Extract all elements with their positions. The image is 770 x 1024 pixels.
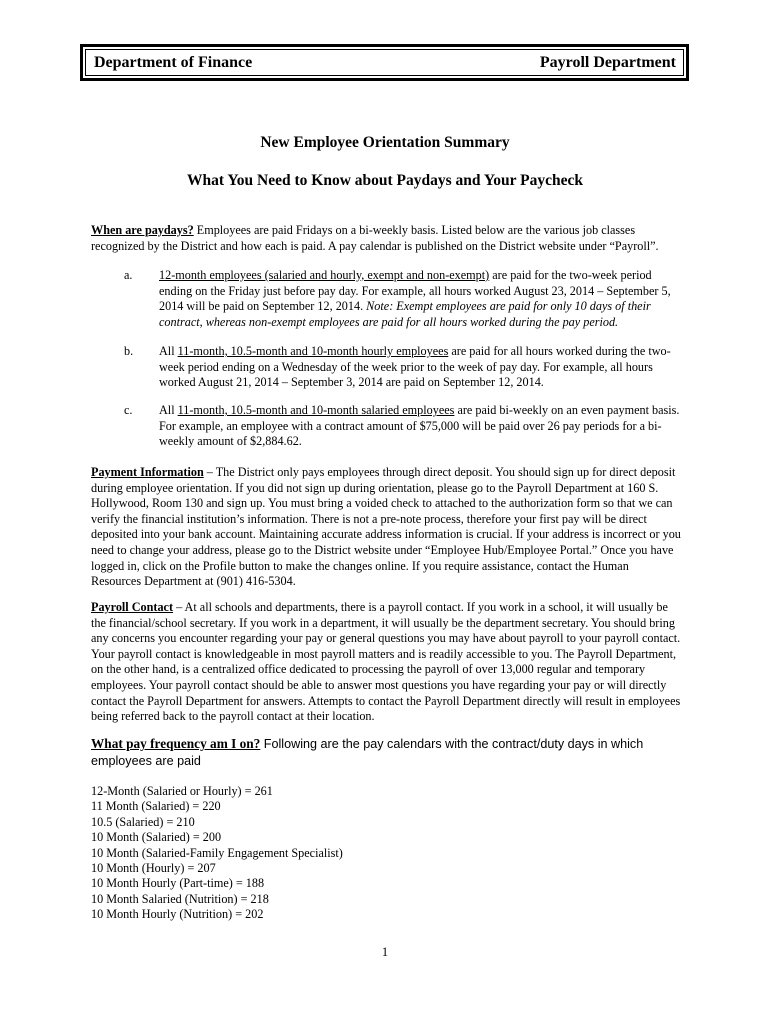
payroll-contact-text: – At all schools and departments, there is a payroll contact. If you work in a school, it will usually be the financial/school secretary. If you work in a department, it will usually be the department secretary. You should bring any concerns you encounter regarding your pay or general questions you may have about payroll to your payroll contact. Your payroll contact is knowledgeable in most payroll matters and is readily accessible to you. The Payroll Department, on the other hand, is a centralized office dedicated to processing the payroll of over 13,000 regular and temporary employees. Your payroll contact should be able to answer most questions you have regarding your pay or will directly contact the Payroll Department for answers. Attempts to contact the Payroll Department directly will result in employees being referred back to the payroll contact at their location. — [91, 600, 681, 724]
paydays-text: Employees are paid Fridays on a bi-weekly basis. Listed below are the various job classes recognized by the District and how each is paid. A pay calendar is published on the District website under “Payroll”. — [91, 223, 659, 253]
list-item-text: are paid for the two-week period ending on the Friday just before pay day. For example, all hours worked August 23, 2014 – September 5, 2014 will be paid on September 12, 2014. — [159, 268, 671, 314]
list-item: 10 Month (Salaried-Family Engagement Specialist) — [91, 845, 343, 860]
document-header-inner — [85, 49, 684, 76]
pay-frequency-heading: What pay frequency am I on? — [91, 736, 261, 751]
list-item-letter: c. — [124, 403, 133, 417]
header-payroll-department: Payroll Department — [539, 53, 676, 71]
list-item-letter: a. — [124, 268, 133, 282]
list-item: 10 Month (Salaried) = 200 — [91, 830, 222, 845]
list-item-underlined: 11-month, 10.5-month and 10-month salaried employees — [177, 403, 455, 417]
list-item-body — [159, 403, 684, 450]
paydays-heading: When are paydays? — [91, 223, 194, 237]
list-item-body — [159, 268, 684, 330]
list-item — [124, 403, 684, 450]
pay-frequency-list — [91, 784, 343, 923]
list-item-underlined: 11-month, 10.5-month and 10-month hourly employees — [177, 344, 449, 358]
list-item: 10.5 (Salaried) = 210 — [91, 814, 195, 829]
payment-information-text: – The District only pays employees through direct deposit. You should sign up for direct deposit during employee orientation. If you did not sign up during orientation, please go to the Payroll Department at 160 S. Hollywood, Room 130 and sign up. You must bring a voided check to attached to the authorization form so that we can verify the financial institution’s information. There is not a pre-note process, therefore your first pay will be direct deposited into your bank account. Maintaining accurate address information is crucial. If your address is incorrect or you need to change your address, please go to the District website under “Employee Hub/Employee Portal.” Once you have logged in, click on the Profile button to make the changes online. If you require assistance, contact the Human Resources Department at (901) 416-5304. — [91, 465, 681, 589]
list-item-underlined: 12-month employees (salaried and hourly, exempt and non-exempt) — [159, 268, 490, 282]
payroll-contact-heading: Payroll Contact — [91, 600, 174, 614]
list-item-text: are paid for all hours worked during the two-week period ending on a Wednesday of the week prior to the week of pay day. For example, all hours worked August 21, 2014 – September 3, 2014 are paid on September 12, 2014. — [159, 344, 671, 390]
paydays-paragraph — [91, 223, 681, 254]
list-item-body — [159, 344, 684, 391]
page-number: 1 — [381, 945, 389, 959]
list-item-prefix: All — [159, 403, 178, 417]
payment-information-paragraph — [91, 465, 681, 590]
pay-frequency-text: Following are the pay calendars with the contract/duty days in which employees are paid — [91, 737, 644, 768]
list-item: 10 Month (Hourly) = 207 — [91, 861, 216, 876]
document-subtitle: What You Need to Know about Paydays and Your Paycheck — [186, 172, 583, 189]
list-item: 11 Month (Salaried) = 220 — [91, 799, 221, 814]
payroll-contact-paragraph — [91, 600, 681, 725]
list-item-note: Note: Exempt employees are paid for only 10 days of their contract, whereas non-exempt employees are paid for all hours worked during the pay period. — [159, 299, 651, 329]
list-item-text: are paid bi-weekly on an even payment basis. For example, an employee with a contract amount of $75,000 will be paid over 26 pay periods for a bi-weekly amount of $2,884.62. — [159, 403, 680, 449]
pay-frequency-paragraph — [91, 735, 681, 770]
list-item: 12-Month (Salaried or Hourly) = 261 — [91, 784, 273, 798]
list-item: 10 Month Salaried (Nutrition) = 218 — [91, 891, 269, 906]
list-item: 10 Month Hourly (Part-time) = 188 — [91, 876, 265, 891]
header-department-finance: Department of Finance — [94, 53, 253, 71]
list-item: 10 Month Hourly (Nutrition) = 202 — [91, 907, 264, 922]
document-title: New Employee Orientation Summary — [260, 134, 510, 151]
list-item — [124, 268, 684, 330]
list-item — [124, 344, 684, 391]
list-item-prefix: All — [159, 344, 178, 358]
list-item-letter: b. — [124, 344, 134, 358]
document-header — [80, 44, 689, 81]
payment-information-heading: Payment Information — [91, 465, 204, 479]
